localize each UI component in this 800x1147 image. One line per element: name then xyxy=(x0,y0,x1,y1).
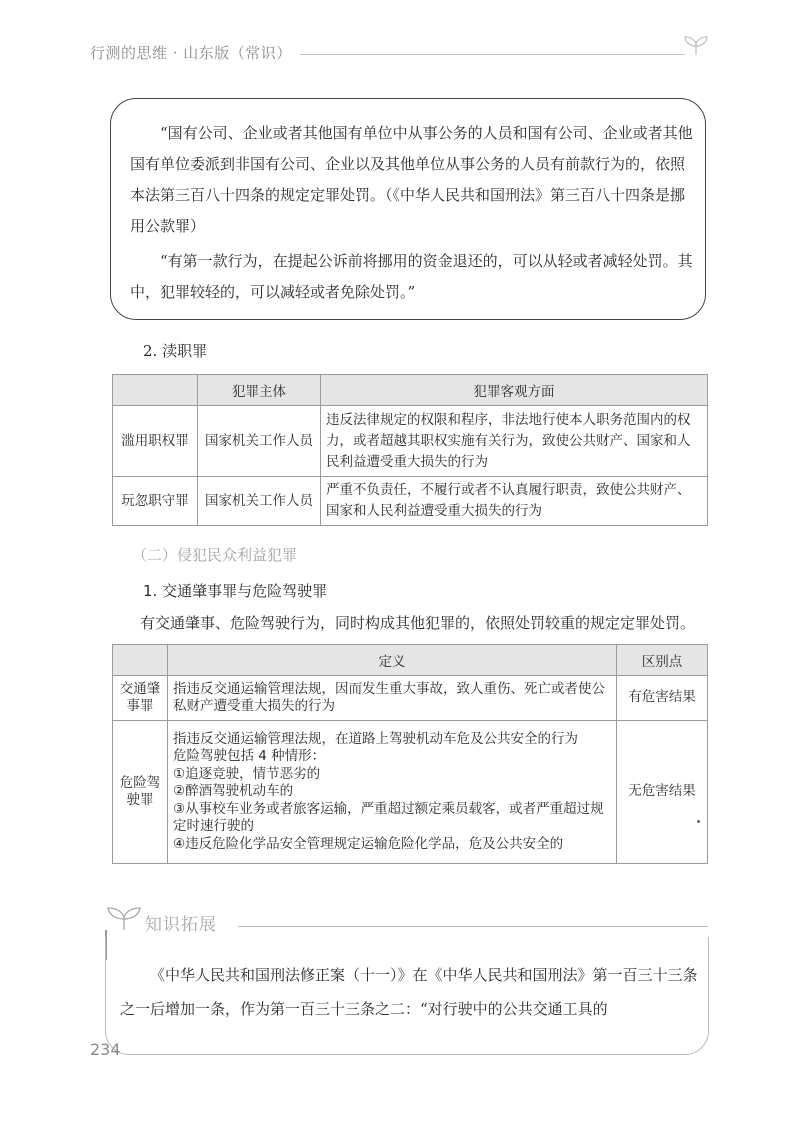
crime-definition-cell: 指违反交通运输管理法规，因而发生重大事故，致人重伤、死亡或者使公私财产遭受重大损失的行为 xyxy=(168,676,617,721)
crime-definition-cell xyxy=(168,721,617,864)
crime-name-cell: 危险驾驶罪 xyxy=(113,721,168,864)
quote-paragraph-1: “国有公司、企业或者其他国有单位中从事公务的人员和国有公司、企业或者其他国有单位委派到非国有公司、企业以及其他单位从事公务的人员有前款行为的，依照本法第三百八十四条的规定定罪处罚。（《中华人民共和国刑法》第三百八十四条是挪用公款罪） xyxy=(130,124,693,235)
table-header-cell: 定义 xyxy=(168,645,617,676)
table-row xyxy=(113,406,708,477)
table-row xyxy=(113,721,708,864)
table-header-cell xyxy=(113,645,168,676)
table-header-cell: 犯罪主体 xyxy=(198,375,321,406)
crime-difference-cell: 有危害结果 xyxy=(617,676,708,721)
table-row xyxy=(113,676,708,721)
crime-subject-cell: 国家机关工作人员 xyxy=(198,406,321,477)
definition-line: ②醉酒驾驶机动车的 xyxy=(173,783,294,800)
definition-line: ①追逐竞驶，情节恶劣的 xyxy=(173,765,321,782)
knowledge-expansion-text: 《中华人民共和国刑法修正案（十一）》在《中华人民共和国刑法》第一百三十三条之一后增加一条，作为第一百三十三条之二：“对行驶中的公共交通工具的 xyxy=(120,966,698,1018)
definition-line: 指违反交通运输管理法规，在道路上驾驶机动车危及公共安全的行为 xyxy=(173,730,578,747)
crime-objective-cell: 违反法律规定的权限和程序，非法地行使本人职务范围内的权力，或者超越其职权实施有关行为，致使公共财产、国家和人民利益遭受重大损失的行为 xyxy=(321,406,708,477)
crime-difference-cell: 无危害结果 xyxy=(617,721,708,864)
subsection-heading: （二）侵犯民众利益犯罪 xyxy=(132,546,298,564)
dereliction-crimes-table xyxy=(112,374,708,526)
intro-paragraph: 有交通肇事、危险驾驶行为，同时构成其他犯罪的，依照处罚较重的规定定罪处罚。 xyxy=(140,614,696,632)
crime-name-cell: 玩忽职守罪 xyxy=(113,477,198,526)
table-header-cell xyxy=(113,375,198,406)
crime-name-cell: 滥用职权罪 xyxy=(113,406,198,477)
running-header-title: 行测的思维 · 山东版（常识） xyxy=(90,44,292,62)
quote-paragraph-2: “有第一款行为，在提起公诉前将挪用的资金退还的，可以从轻或者减轻处罚。其中，犯罪较轻的，可以减轻或者免除处罚。” xyxy=(130,252,693,301)
margin-dot xyxy=(697,820,700,823)
page-number: 234 xyxy=(90,1040,121,1059)
sprout-icon xyxy=(104,905,144,931)
header-rule xyxy=(300,54,685,55)
table-header-cell: 区别点 xyxy=(617,645,708,676)
crime-name-cell: 交通肇事罪 xyxy=(113,676,168,721)
definition-line: ④违反危险化学品安全管理规定运输危险化学品，危及公共安全的 xyxy=(173,835,564,852)
knowledge-title-rule xyxy=(238,926,708,927)
sprout-icon xyxy=(682,34,710,56)
section-heading-dereliction: 2. 渎职罪 xyxy=(143,342,208,360)
definition-line: 危险驾驶包括 4 种情形： xyxy=(173,748,326,765)
crime-objective-cell: 严重不负责任，不履行或者不认真履行职责，致使公共财产、国家和人民利益遭受重大损失的行为 xyxy=(321,477,708,526)
crime-subject-cell: 国家机关工作人员 xyxy=(198,477,321,526)
definition-line: ③从事校车业务或者旅客运输，严重超过额定乘员载客，或者严重超过规定时速行驶的 xyxy=(173,800,604,835)
section-heading-traffic: 1. 交通肇事罪与危险驾驶罪 xyxy=(143,582,328,600)
knowledge-expansion-title: 知识拓展 xyxy=(145,915,217,935)
table-header-cell: 犯罪客观方面 xyxy=(321,375,708,406)
table-header-row xyxy=(113,645,708,676)
traffic-crimes-table xyxy=(112,644,708,864)
table-row xyxy=(113,477,708,526)
table-header-row xyxy=(113,375,708,406)
